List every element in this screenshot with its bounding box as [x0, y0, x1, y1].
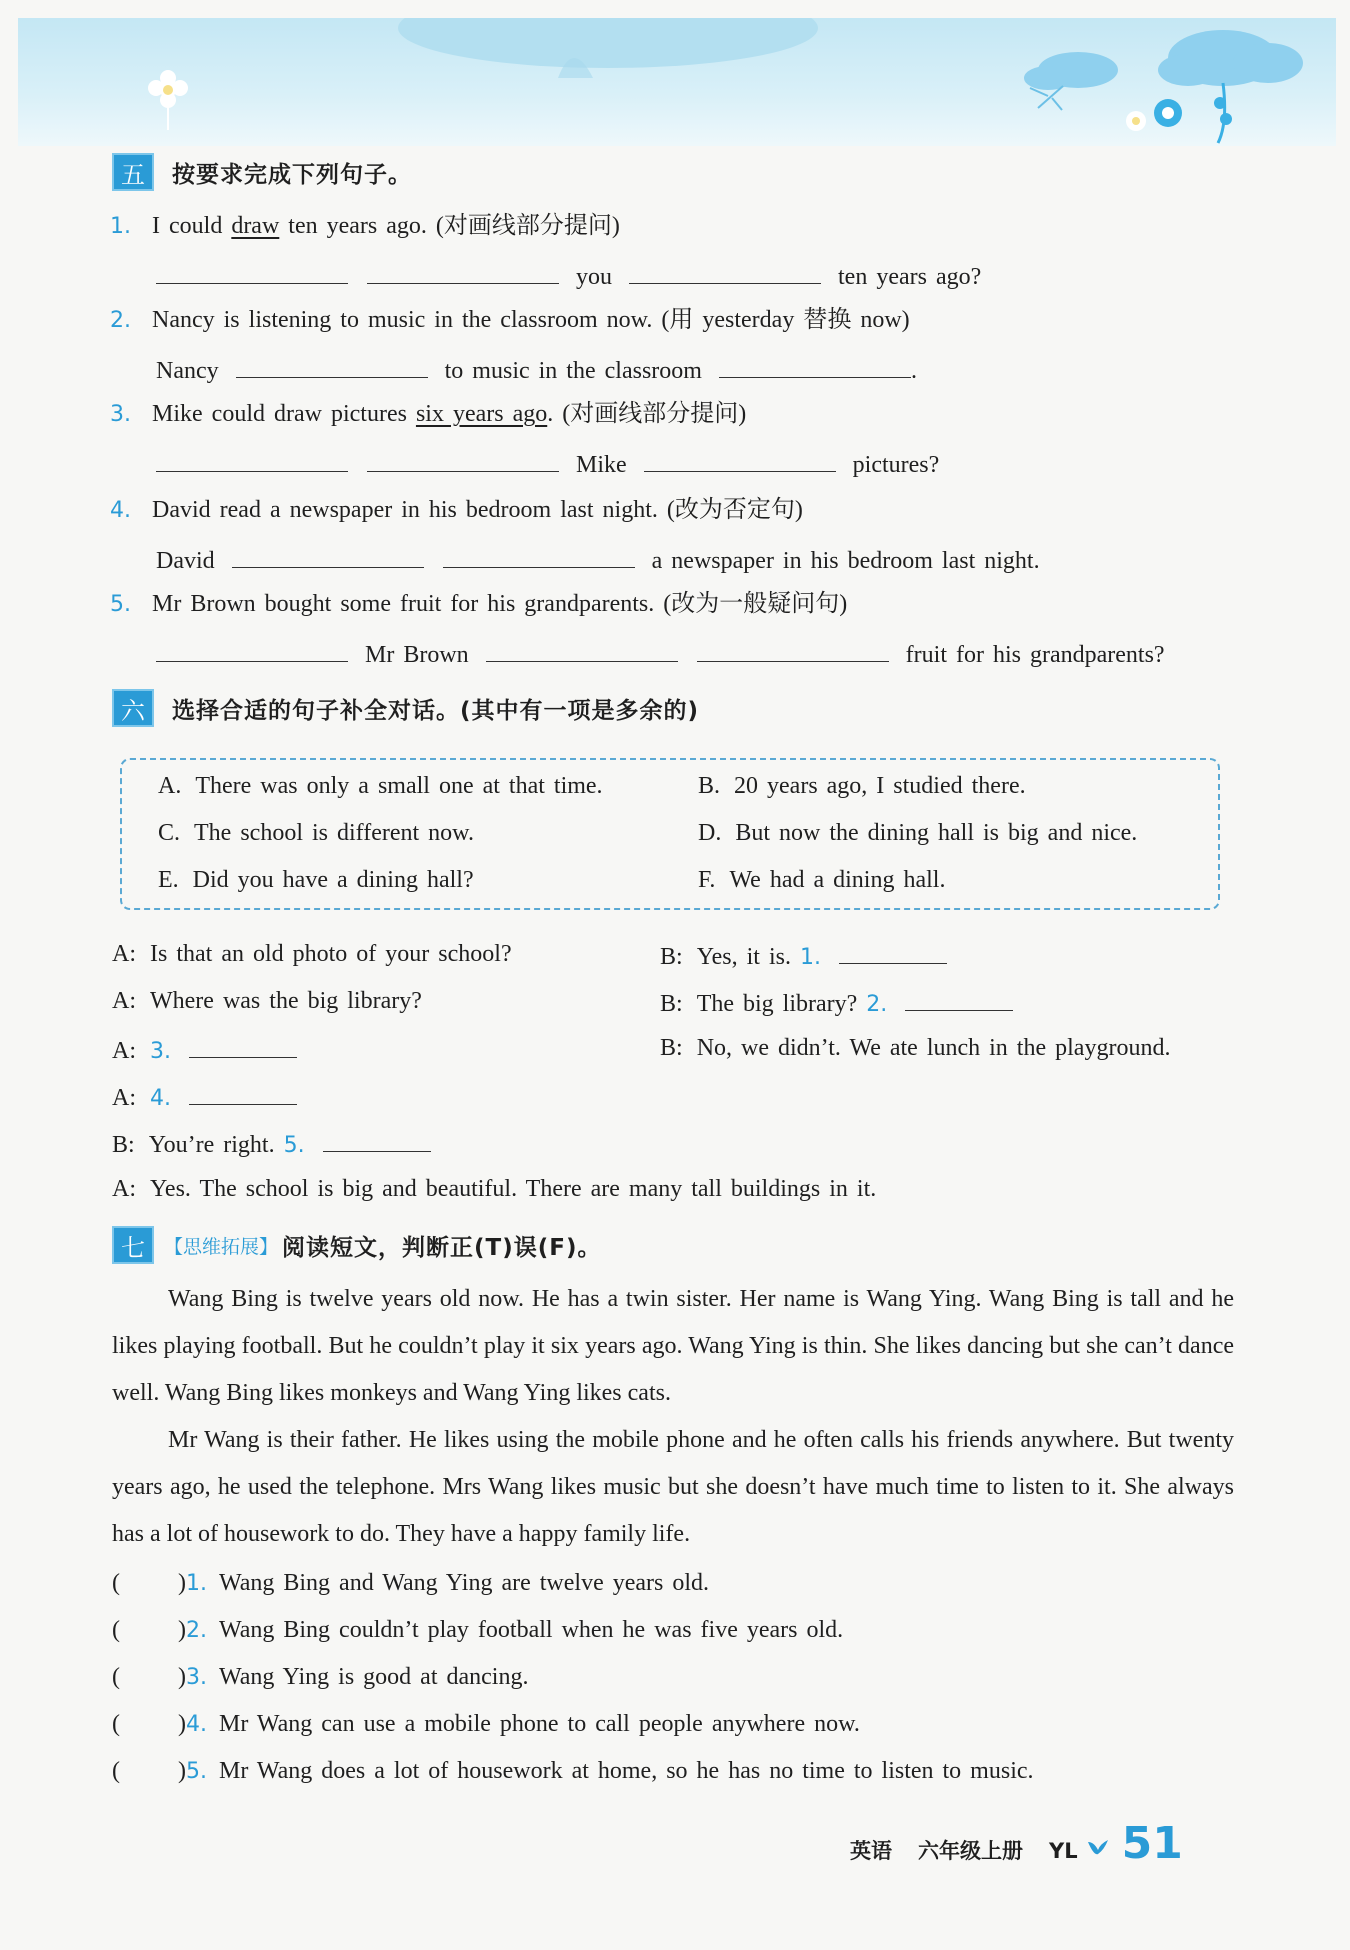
tf-answer-slot[interactable] — [120, 1658, 178, 1684]
section-badge: 七 — [112, 1226, 154, 1264]
section-badge: 五 — [112, 153, 154, 191]
section-7-header — [112, 1225, 601, 1265]
answer-word: to music in the classroom — [444, 358, 702, 384]
question-text: I could draw ten years ago. (对画线部分提问) — [152, 213, 620, 239]
section-title: 选择合适的句子补全对话。(其中有一项是多余的) — [172, 697, 700, 724]
footer-edition: YL — [1049, 1839, 1078, 1863]
answer-blank[interactable] — [156, 446, 348, 472]
dialogue-blank-4[interactable] — [189, 1079, 297, 1105]
answer-line-2 — [156, 352, 917, 387]
answer-blank[interactable] — [367, 446, 559, 472]
tf-answer-slot[interactable] — [120, 1705, 178, 1731]
dialogue-blank-1[interactable] — [839, 938, 947, 964]
page-footer — [850, 1818, 1183, 1869]
question-2 — [110, 304, 910, 337]
question-number: 4. — [110, 498, 131, 523]
tf-item-1: ( )1. Wang Bing and Wang Ying are twelve years old. — [112, 1564, 709, 1600]
answer-blank[interactable] — [367, 258, 559, 284]
answer-blank[interactable] — [156, 258, 348, 284]
question-3 — [110, 398, 746, 431]
dialogue-line-6: A: Yes. The school is big and beautiful. There are many tall buildings in it. — [112, 1176, 877, 1202]
footer-grade: 六年级上册 — [918, 1839, 1023, 1863]
answer-word: Mike — [576, 452, 627, 478]
option-d: D. But now the dining hall is big and nice. — [698, 820, 1138, 846]
dialogue-line-1b: B: Yes, it is. 1. — [660, 938, 947, 974]
passage-paragraph-2: Mr Wang is their father. He likes using the mobile phone and he often calls his friends anywhere. But twenty years ago, he used the telephone. Mrs Wang likes music but she doesn’t have much time to listen to it. She always has a lot of housework to do. They have a happy family life. — [112, 1427, 1234, 1547]
answer-word: ten years ago? — [838, 264, 982, 290]
tf-item-3: ( )3. Wang Ying is good at dancing. — [112, 1658, 528, 1694]
question-number: 1. — [110, 214, 131, 239]
tf-item-2: ( )2. Wang Bing couldn’t play football when he was five years old. — [112, 1611, 843, 1647]
answer-blank[interactable] — [697, 636, 889, 662]
dialogue-line-2b: B: The big library? 2. — [660, 985, 1013, 1021]
tf-item-4: ( )4. Mr Wang can use a mobile phone to call people anywhere now. — [112, 1705, 860, 1741]
answer-line-4 — [156, 542, 1040, 577]
section-5-header — [112, 152, 412, 192]
option-f: F. We had a dining hall. — [698, 867, 946, 893]
dialogue-blank-2[interactable] — [905, 985, 1013, 1011]
question-5 — [110, 588, 847, 621]
answer-blank[interactable] — [443, 542, 635, 568]
answer-line-1 — [156, 258, 981, 293]
section-6-header — [112, 688, 699, 728]
option-c: C. The school is different now. — [158, 820, 474, 846]
tf-answer-slot[interactable] — [120, 1611, 178, 1637]
page-number: 51 — [1121, 1818, 1183, 1869]
footer-subject: 英语 — [850, 1839, 892, 1863]
answer-blank[interactable] — [232, 542, 424, 568]
answer-word: David — [156, 548, 215, 574]
question-text: Nancy is listening to music in the classroom now. (用 yesterday 替换 now) — [152, 307, 910, 333]
question-text: David read a newspaper in his bedroom last night. (改为否定句) — [152, 497, 803, 523]
passage-paragraph-1: Wang Bing is twelve years old now. He has a twin sister. Her name is Wang Ying. Wang Bing is tall and he likes playing football. But he couldn’t play it six years ago. Wang Ying is thin. She likes dancing but she can’t dance well. Wang Bing likes monkeys and Wang Ying likes cats. — [112, 1286, 1234, 1406]
dialogue-line-3a: A: 3. — [112, 1032, 297, 1068]
answer-word: a newspaper in his bedroom last night. — [651, 548, 1040, 574]
question-1 — [110, 210, 620, 243]
option-a: A. There was only a small one at that time. — [158, 773, 603, 799]
dialogue-line-1a: A: Is that an old photo of your school? — [112, 941, 512, 967]
answer-line-5 — [156, 636, 1165, 671]
tf-answer-slot[interactable] — [120, 1752, 178, 1778]
option-e: E. Did you have a dining hall? — [158, 867, 474, 893]
tf-answer-slot[interactable] — [120, 1564, 178, 1590]
answer-blank[interactable] — [719, 352, 911, 378]
question-4 — [110, 494, 803, 527]
question-text: Mr Brown bought some fruit for his grandparents. (改为一般疑问句) — [152, 591, 848, 617]
reading-passage — [112, 1276, 1234, 1558]
dialogue-line-5: B: You’re right. 5. — [112, 1126, 431, 1162]
question-number: 2. — [110, 308, 131, 333]
tf-item-5: ( )5. Mr Wang does a lot of housework at home, so he has no time to listen to music. — [112, 1752, 1034, 1788]
answer-word: Nancy — [156, 358, 219, 384]
dialogue-blank-3[interactable] — [189, 1032, 297, 1058]
option-b: B. 20 years ago, I studied there. — [698, 773, 1026, 799]
answer-word: fruit for his grandparents? — [905, 642, 1165, 668]
answer-blank[interactable] — [486, 636, 678, 662]
answer-word: pictures? — [852, 452, 940, 478]
answer-blank[interactable] — [644, 446, 836, 472]
answer-word: Mr Brown — [365, 642, 469, 668]
dialogue-blank-5[interactable] — [323, 1126, 431, 1152]
answer-line-3 — [156, 446, 939, 481]
section-title: 按要求完成下列句子。 — [172, 161, 412, 188]
answer-word: you — [576, 264, 612, 290]
answer-word: . — [910, 358, 917, 384]
question-number: 5. — [110, 592, 131, 617]
dialogue-line-2a: A: Where was the big library? — [112, 988, 422, 1014]
section-tag: 【思维拓展】 — [164, 1235, 279, 1258]
section-badge: 六 — [112, 689, 154, 727]
answer-blank[interactable] — [236, 352, 428, 378]
dialogue-line-3b: B: No, we didn’t. We ate lunch in the playground. — [660, 1035, 1171, 1061]
answer-blank[interactable] — [629, 258, 821, 284]
question-number: 3. — [110, 402, 131, 427]
section-title: 阅读短文，判断正(T)误(F)。 — [282, 1234, 602, 1261]
answer-blank[interactable] — [156, 636, 348, 662]
leaf-icon — [1086, 1836, 1110, 1858]
question-text: Mike could draw pictures six years ago. (对画线部分提问) — [152, 401, 747, 427]
dialogue-line-4: A: 4. — [112, 1079, 297, 1115]
